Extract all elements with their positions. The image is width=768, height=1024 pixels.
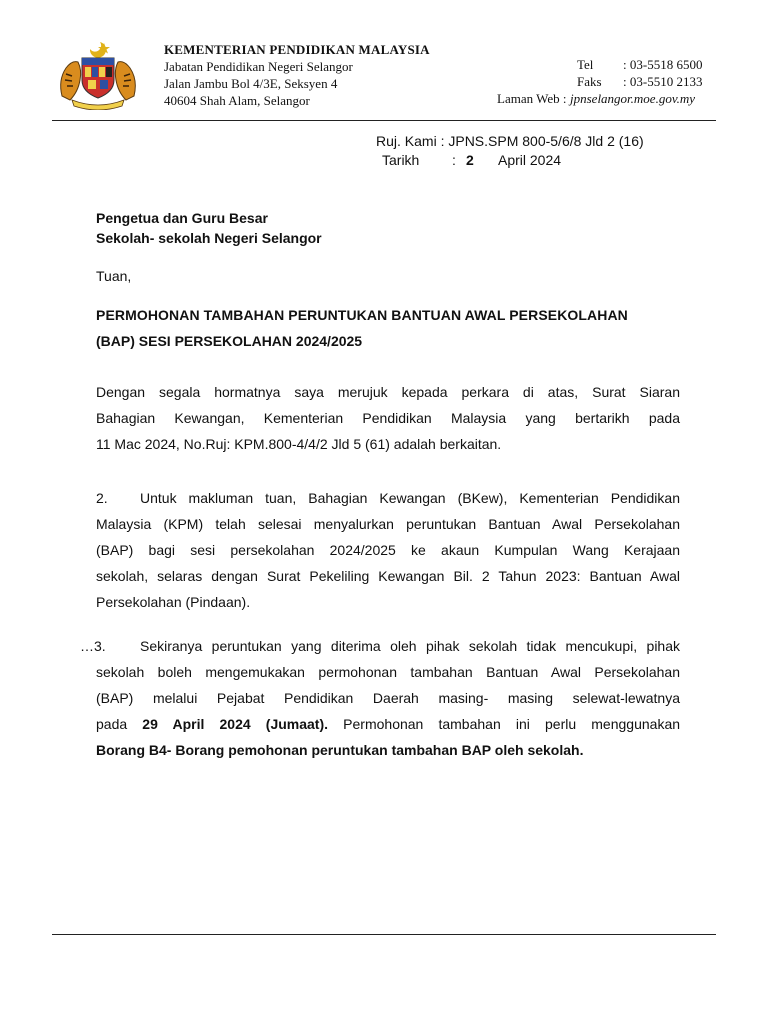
fax-value: : 03-5510 2133	[623, 74, 703, 89]
paragraph-1-line: Dengan segala hormatnya saya merujuk kepada perkara di atas, Surat Siaran	[96, 384, 680, 400]
date-month-year: April 2024	[498, 152, 562, 168]
subject-line-2: (BAP) SESI PERSEKOLAHAN 2024/2025	[96, 333, 363, 349]
coat-of-arms-logo	[52, 40, 144, 110]
paragraph-3-line: Sekiranya peruntukan yang diterima oleh pihak sekolah tidak mencukupi, pihak	[140, 638, 680, 654]
deadline-prefix: pada	[96, 716, 128, 732]
form-reference: Borang B4- Borang pemohonan peruntukan tambahan BAP oleh sekolah.	[96, 742, 584, 758]
paragraph-3-number: …3.	[80, 638, 106, 654]
paragraph-2-line: Untuk makluman tuan, Bahagian Kewangan (BKew), Kementerian Pendidikan	[140, 490, 680, 506]
footer-divider	[52, 934, 716, 935]
ministry-name: KEMENTERIAN PENDIDIKAN MALAYSIA	[164, 42, 430, 57]
deadline-date: 29 April 2024 (Jumaat).	[142, 716, 329, 732]
paragraph-2-line: (BAP) bagi sesi persekolahan 2024/2025 ke akaun Kumpulan Wang Kerajaan	[96, 542, 680, 558]
department-name: Jabatan Pendidikan Negeri Selangor	[164, 59, 353, 74]
address-line-1: Jalan Jambu Bol 4/3E, Seksyen 4	[164, 76, 338, 91]
paragraph-2	[96, 485, 680, 615]
tel-label: Tel	[577, 57, 594, 72]
paragraph-1-line: Bahagian Kewangan, Kementerian Pendidikan Malaysia yang bertarikh pada	[96, 410, 680, 426]
tel-value: : 03-5518 6500	[623, 57, 703, 72]
web-label: Laman Web :	[497, 91, 567, 106]
salutation: Tuan,	[96, 268, 132, 284]
reference-number: Ruj. Kami : JPNS.SPM 800-5/6/8 Jld 2 (16)	[376, 133, 644, 149]
date-label: Tarikh	[382, 152, 420, 168]
paragraph-2-line: Malaysia (KPM) telah selesai menyalurkan peruntukan Bantuan Awal Persekolahan	[96, 516, 680, 532]
paragraph-2-number: 2.	[96, 490, 108, 506]
recipient-line-2: Sekolah- sekolah Negeri Selangor	[96, 230, 322, 246]
paragraph-3	[96, 633, 680, 763]
paragraph-3-line: (BAP) melalui Pejabat Pendidikan Daerah masing- masing selewat-lewatnya	[96, 690, 680, 706]
header-divider	[52, 120, 716, 121]
date-colon: :	[452, 152, 456, 168]
address-line-2: 40604 Shah Alam, Selangor	[164, 93, 310, 108]
paragraph-1	[96, 379, 680, 457]
deadline-suffix: Permohonan tambahan ini perlu menggunakan	[343, 716, 681, 732]
subject-line-1: PERMOHONAN TAMBAHAN PERUNTUKAN BANTUAN AWAL PERSEKOLAHAN	[96, 307, 628, 323]
date-day: 2	[466, 152, 474, 168]
recipient-line-1: Pengetua dan Guru Besar	[96, 210, 268, 226]
paragraph-3-line: sekolah boleh mengemukakan permohonan tambahan Bantuan Awal Persekolahan	[96, 664, 680, 680]
paragraph-2-line: sekolah, selaras dengan Surat Pekeliling Kewangan Bil. 2 Tahun 2023: Bantuan Awal	[96, 568, 680, 584]
web-value: jpnselangor.moe.gov.my	[570, 91, 696, 106]
paragraph-1-line: 11 Mac 2024, No.Ruj: KPM.800-4/4/2 Jld 5 (61) adalah berkaitan.	[96, 436, 502, 452]
fax-label: Faks	[577, 74, 602, 89]
paragraph-2-line: Persekolahan (Pindaan).	[96, 594, 251, 610]
paragraph-3-line-4	[96, 711, 680, 737]
